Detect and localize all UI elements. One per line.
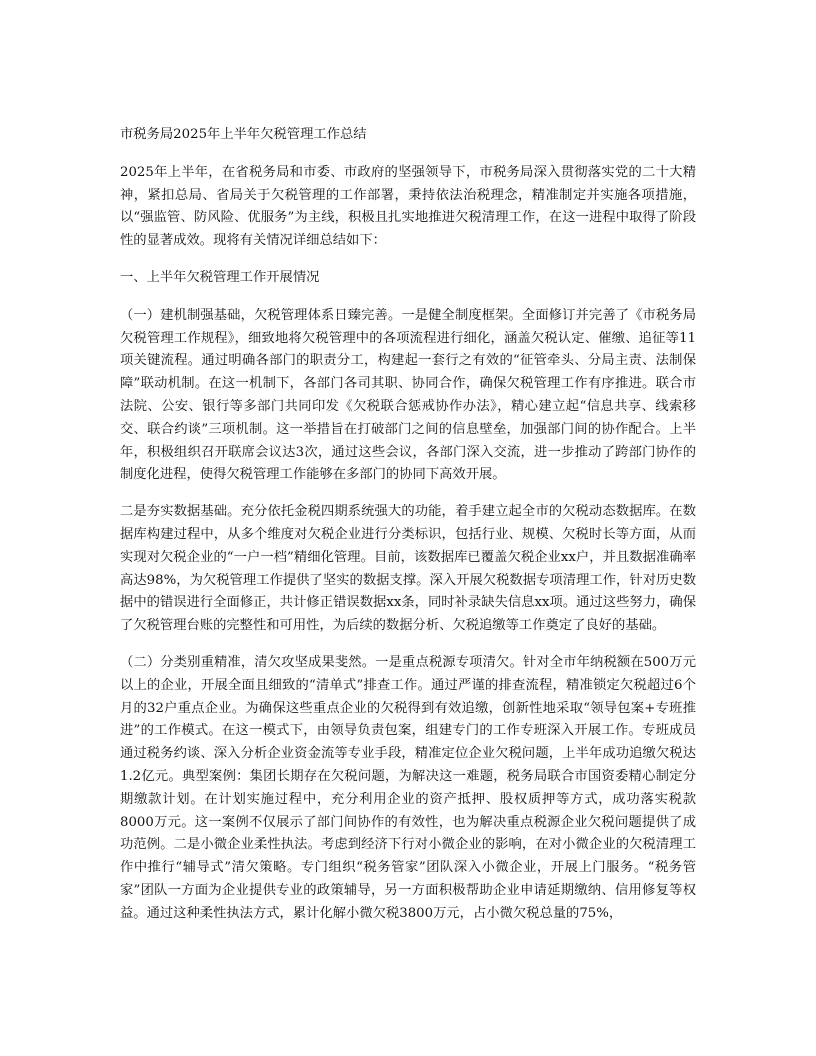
document-body xyxy=(120,124,696,940)
body-paragraph-3: （二）分类别重精准，清欠攻坚成果斐然。一是重点税源专项清欠。针对全市年纳税额在500万元以上的企业，开展全面且细致的“清单式”排查工作。通过严谨的排查流程，精准锁定欠税超过6个月的32户重点企业。为确保这些重点企业的欠税得到有效追缴，创新性地采取“领导包案+专班推进”的工作模式。在这一模式下，由领导负责包案，组建专门的工作专班深入开展工作。专班成员通过税务约谈、深入分析企业资金流等专业手段，精准定位企业欠税问题，上半年成功追缴欠税达1.2亿元。典型案例：集团长期存在欠税问题，为解决这一难题，税务局联合市国资委精心制定分期缴款计划。在计划实施过程中，充分利用企业的资产抵押、股权质押等方式，成功落实税款8000万元。这一案例不仅展示了部门间协作的有效性，也为解决重点税源企业欠税问题提供了成功范例。二是小微企业柔性执法。考虑到经济下行对小微企业的影响，在对小微企业的欠税清理工作中推行“辅导式”清欠策略。专门组织“税务管家”团队深入小微企业，开展上门服务。“税务管家”团队一方面为企业提供专业的政策辅导，另一方面积极帮助企业申请延期缴纳、信用修复等权益。通过这种柔性执法方式，累计化解小微欠税3800万元，占小微欠税总量的75%， xyxy=(120,654,696,921)
body-paragraph-2: 二是夯实数据基础。充分依托金税四期系统强大的功能，着手建立起全市的欠税动态数据库。在数据库构建过程中，从多个维度对欠税企业进行分类标识，包括行业、规模、欠税时长等方面，从而实现对欠税企业的“一户一档”精细化管理。目前，该数据库已覆盖欠税企业xx户，并且数据准确率高达98%，为欠税管理工作提供了坚实的数据支撑。深入开展欠税数据专项清理工作，针对历史数据中的错误进行全面修正，共计修正错误数据xx条，同时补录缺失信息xx项。通过这些努力，确保了欠税管理台账的完整性和可用性，为后续的数据分析、欠税追缴等工作奠定了良好的基础。 xyxy=(120,504,696,634)
body-paragraph-1: （一）建机制强基础，欠税管理体系日臻完善。一是健全制度框架。全面修订并完善了《市税务局欠税管理工作规程》，细致地将欠税管理中的各项流程进行细化，涵盖欠税认定、催缴、追征等11项关键流程。通过明确各部门的职责分工，构建起一套行之有效的“征管牵头、分局主责、法制保障”联动机制。在这一机制下，各部门各司其职、协同合作，确保欠税管理工作有序推进。联合市法院、公安、银行等多部门共同印发《欠税联合惩戒协作办法》，精心建立起“信息共享、线索移交、联合约谈”三项机制。这一举措旨在打破部门之间的信息壁垒，加强部门间的协作配合。上半年，积极组织召开联席会议达3次，通过这些会议，各部门深入交流，进一步推动了跨部门协作的制度化进程，使得欠税管理工作能够在多部门的协同下高效开展。 xyxy=(120,307,696,483)
section-heading: 一、上半年欠税管理工作开展情况 xyxy=(120,269,320,285)
intro-paragraph: 2025年上半年，在省税务局和市委、市政府的坚强领导下，市税务局深入贯彻落实党的二十大精神，紧扣总局、省局关于欠税管理的工作部署，秉持依法治税理念，精准制定并实施各项措施，以“强监管、防风险、优服务”为主线，积极且扎实地推进欠税清理工作，在这一进程中取得了阶段性的显著成效。现将有关情况详细总结如下： xyxy=(120,164,696,249)
document-title: 市税务局2025年上半年欠税管理工作总结 xyxy=(120,127,367,142)
